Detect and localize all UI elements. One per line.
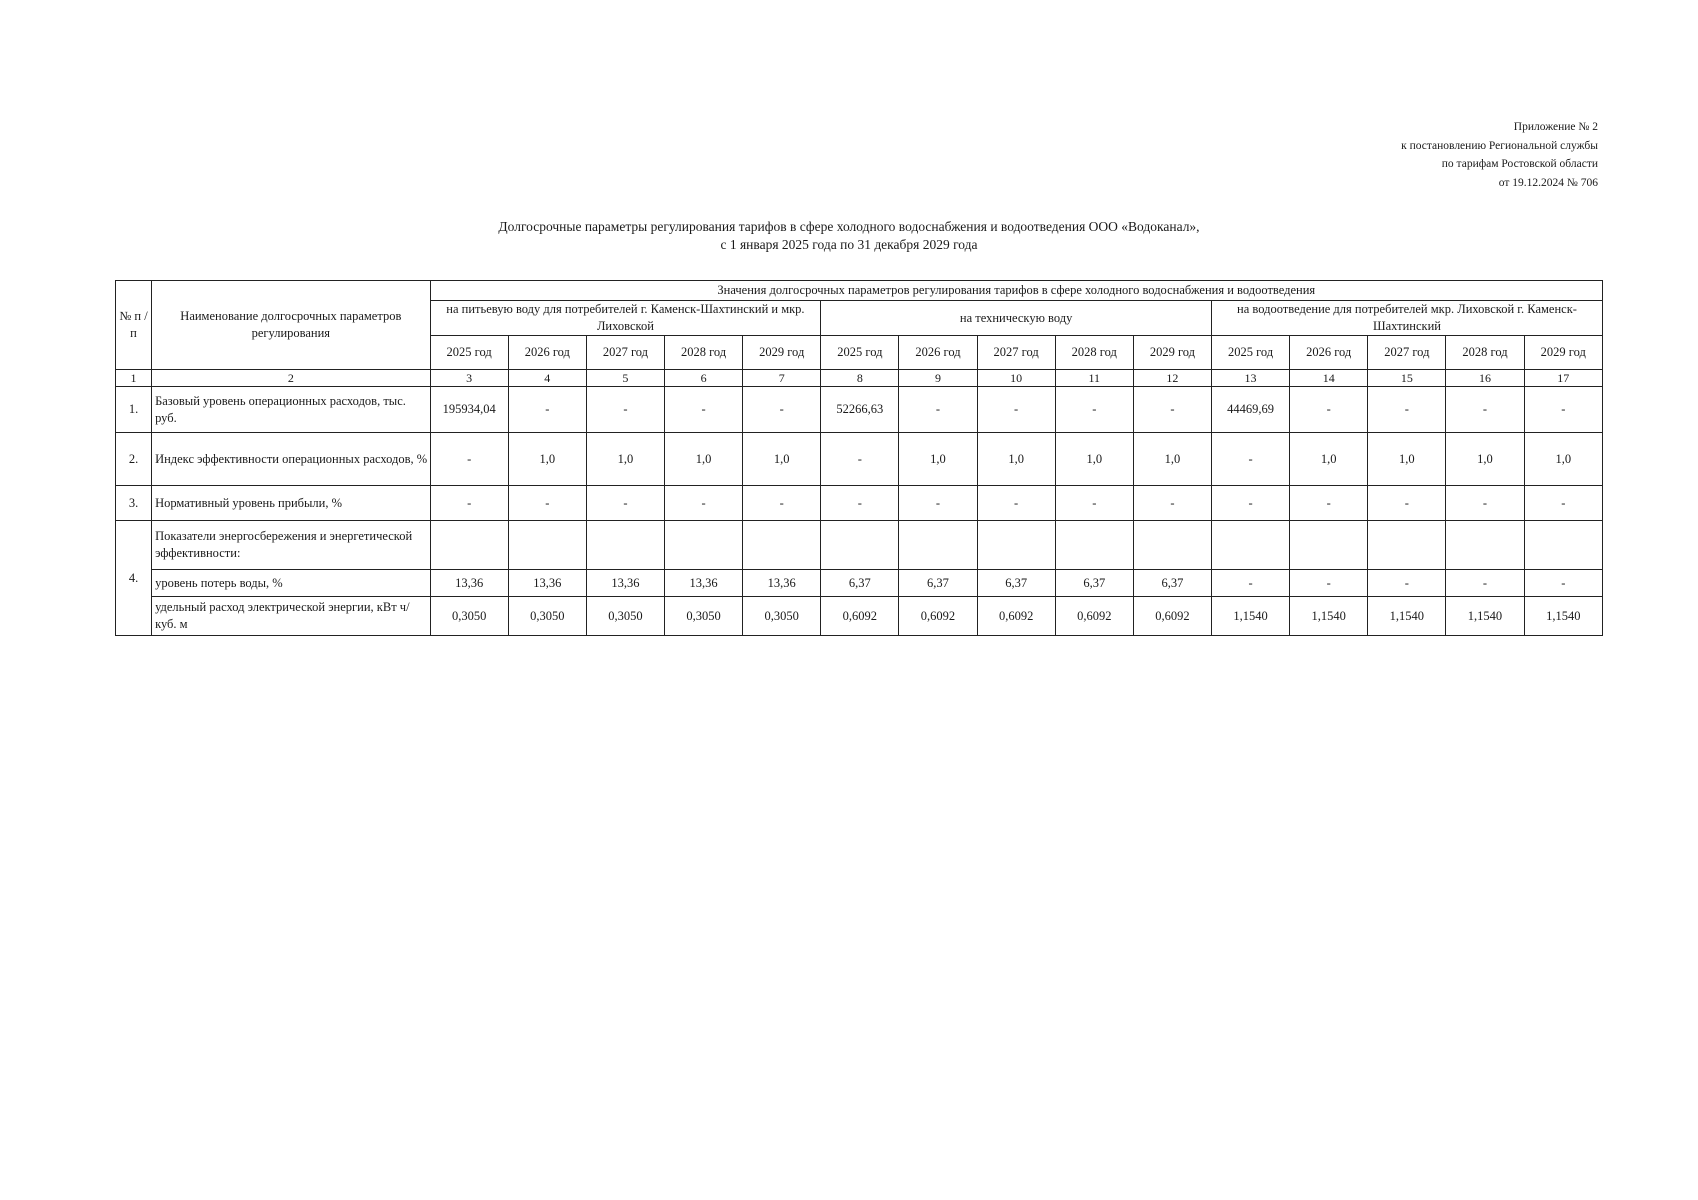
value-cell: - — [1524, 387, 1602, 433]
value-cell: 6,37 — [1055, 570, 1133, 597]
value-cell: - — [1055, 387, 1133, 433]
value-cell: 1,0 — [1524, 433, 1602, 486]
empty-cell — [821, 521, 899, 570]
appendix-line: к постановлению Региональной службы — [1401, 139, 1598, 152]
column-number: 8 — [821, 370, 899, 387]
value-cell: 0,3050 — [508, 597, 586, 636]
col-no-header: № п /п — [116, 281, 152, 370]
value-cell: - — [1055, 486, 1133, 521]
group-header-drinking-water: на питьевую воду для потребителей г. Каменск-Шахтинский и мкр. Лиховской — [430, 301, 821, 336]
value-cell: - — [1368, 486, 1446, 521]
value-cell: - — [899, 387, 977, 433]
value-cell: - — [821, 433, 899, 486]
value-cell: - — [1368, 387, 1446, 433]
value-cell: 6,37 — [977, 570, 1055, 597]
empty-cell — [1211, 521, 1289, 570]
value-cell: 195934,04 — [430, 387, 508, 433]
value-cell: - — [1290, 486, 1368, 521]
value-cell: - — [743, 387, 821, 433]
value-cell: 0,6092 — [821, 597, 899, 636]
value-cell: 1,0 — [977, 433, 1055, 486]
year-header: 2027 год — [977, 336, 1055, 370]
year-header: 2029 год — [1133, 336, 1211, 370]
value-cell: - — [586, 486, 664, 521]
values-group-header: Значения долгосрочных параметров регулирования тарифов в сфере холодного водоснабжения и водоотведения — [430, 281, 1602, 301]
value-cell: 0,6092 — [899, 597, 977, 636]
value-cell: 13,36 — [586, 570, 664, 597]
value-cell: - — [1446, 387, 1524, 433]
value-cell: 1,0 — [1290, 433, 1368, 486]
empty-cell — [1055, 521, 1133, 570]
value-cell: 0,3050 — [665, 597, 743, 636]
value-cell: 13,36 — [430, 570, 508, 597]
year-header: 2028 год — [1055, 336, 1133, 370]
value-cell: - — [899, 486, 977, 521]
value-cell: - — [1211, 486, 1289, 521]
value-cell: 6,37 — [1133, 570, 1211, 597]
year-header: 2026 год — [899, 336, 977, 370]
column-number: 10 — [977, 370, 1055, 387]
value-cell: 52266,63 — [821, 387, 899, 433]
year-header: 2028 год — [1446, 336, 1524, 370]
empty-cell — [1133, 521, 1211, 570]
column-numbers-row — [116, 370, 1603, 387]
energy-subrow — [116, 570, 1603, 597]
column-number: 16 — [1446, 370, 1524, 387]
year-header: 2026 год — [508, 336, 586, 370]
year-header: 2029 год — [1524, 336, 1602, 370]
column-number: 6 — [665, 370, 743, 387]
year-header: 2026 год — [1290, 336, 1368, 370]
year-header: 2027 год — [586, 336, 664, 370]
group-header-technical-water: на техническую воду — [821, 301, 1212, 336]
value-cell: - — [665, 486, 743, 521]
value-cell: 1,0 — [1368, 433, 1446, 486]
year-header: 2029 год — [743, 336, 821, 370]
value-cell: - — [1290, 570, 1368, 597]
value-cell: 0,6092 — [1055, 597, 1133, 636]
value-cell: - — [1211, 570, 1289, 597]
column-number: 11 — [1055, 370, 1133, 387]
empty-cell — [743, 521, 821, 570]
value-cell: 1,1540 — [1368, 597, 1446, 636]
parameter-name: Показатели энергосбережения и энергетической эффективности: — [152, 521, 431, 570]
parameter-name: Индекс эффективности операционных расходов, % — [152, 433, 431, 486]
parameter-name: удельный расход электрической энергии, кВт ч/куб. м — [152, 597, 431, 636]
year-header: 2025 год — [1211, 336, 1289, 370]
column-number: 3 — [430, 370, 508, 387]
col-name-header: Наименование долгосрочных параметров регулирования — [152, 281, 431, 370]
value-cell: - — [508, 387, 586, 433]
column-number: 9 — [899, 370, 977, 387]
value-cell: 44469,69 — [1211, 387, 1289, 433]
value-cell: 1,1540 — [1211, 597, 1289, 636]
energy-subrow — [116, 597, 1603, 636]
value-cell: 1,0 — [1133, 433, 1211, 486]
empty-cell — [508, 521, 586, 570]
row-number: 4. — [116, 521, 152, 636]
appendix-reference — [1401, 118, 1598, 192]
table-row — [116, 433, 1603, 486]
column-number: 12 — [1133, 370, 1211, 387]
empty-cell — [586, 521, 664, 570]
parameter-name: уровень потерь воды, % — [152, 570, 431, 597]
row-number: 1. — [116, 387, 152, 433]
value-cell: - — [743, 486, 821, 521]
value-cell: 1,0 — [508, 433, 586, 486]
value-cell: - — [1290, 387, 1368, 433]
appendix-line: по тарифам Ростовской области — [1441, 158, 1598, 170]
value-cell: 1,0 — [665, 433, 743, 486]
year-header: 2025 год — [430, 336, 508, 370]
year-header: 2025 год — [821, 336, 899, 370]
table-row — [116, 387, 1603, 433]
value-cell: 0,6092 — [1133, 597, 1211, 636]
value-cell: 1,0 — [1446, 433, 1524, 486]
appendix-line: Приложение № 2 — [1513, 121, 1598, 133]
empty-cell — [430, 521, 508, 570]
title-line: Долгосрочные параметры регулирования тарифов в сфере холодного водоснабжения и водоотведения ООО «Водоканал», — [498, 219, 1200, 234]
value-cell: 0,6092 — [977, 597, 1055, 636]
value-cell: 6,37 — [899, 570, 977, 597]
value-cell: - — [1211, 433, 1289, 486]
value-cell: 1,1540 — [1446, 597, 1524, 636]
value-cell: 13,36 — [665, 570, 743, 597]
value-cell: - — [586, 387, 664, 433]
value-cell: - — [1133, 387, 1211, 433]
column-number: 15 — [1368, 370, 1446, 387]
empty-cell — [977, 521, 1055, 570]
value-cell: 13,36 — [508, 570, 586, 597]
parameter-name: Нормативный уровень прибыли, % — [152, 486, 431, 521]
value-cell: 0,3050 — [743, 597, 821, 636]
column-number: 17 — [1524, 370, 1602, 387]
value-cell: - — [1446, 486, 1524, 521]
value-cell: - — [430, 433, 508, 486]
value-cell: - — [1368, 570, 1446, 597]
document-title — [0, 218, 1698, 254]
column-number: 4 — [508, 370, 586, 387]
parameter-name: Базовый уровень операционных расходов, тыс. руб. — [152, 387, 431, 433]
empty-cell — [899, 521, 977, 570]
value-cell: 1,1540 — [1290, 597, 1368, 636]
value-cell: 1,0 — [743, 433, 821, 486]
row-number: 2. — [116, 433, 152, 486]
column-number: 1 — [116, 370, 152, 387]
column-number: 14 — [1290, 370, 1368, 387]
parameters-table — [115, 280, 1603, 636]
value-cell: 6,37 — [821, 570, 899, 597]
value-cell: - — [1524, 570, 1602, 597]
year-header: 2028 год — [665, 336, 743, 370]
empty-cell — [1368, 521, 1446, 570]
value-cell: 1,0 — [1055, 433, 1133, 486]
row-number: 3. — [116, 486, 152, 521]
value-cell: - — [508, 486, 586, 521]
column-number: 5 — [586, 370, 664, 387]
value-cell: 0,3050 — [430, 597, 508, 636]
value-cell: - — [665, 387, 743, 433]
value-cell: - — [977, 486, 1055, 521]
column-number: 13 — [1211, 370, 1289, 387]
title-line: с 1 января 2025 года по 31 декабря 2029 года — [720, 237, 978, 252]
table-row — [116, 486, 1603, 521]
value-cell: 13,36 — [743, 570, 821, 597]
value-cell: 1,1540 — [1524, 597, 1602, 636]
value-cell: - — [430, 486, 508, 521]
value-cell: 1,0 — [586, 433, 664, 486]
value-cell: - — [1133, 486, 1211, 521]
column-number: 7 — [743, 370, 821, 387]
value-cell: - — [821, 486, 899, 521]
value-cell: 0,3050 — [586, 597, 664, 636]
value-cell: - — [1446, 570, 1524, 597]
value-cell: 1,0 — [899, 433, 977, 486]
column-number: 2 — [152, 370, 431, 387]
empty-cell — [1290, 521, 1368, 570]
energy-section-header-row — [116, 521, 1603, 570]
empty-cell — [1446, 521, 1524, 570]
year-header: 2027 год — [1368, 336, 1446, 370]
appendix-line: от 19.12.2024 № 706 — [1498, 176, 1598, 189]
empty-cell — [665, 521, 743, 570]
empty-cell — [1524, 521, 1602, 570]
group-header-wastewater: на водоотведение для потребителей мкр. Лиховской г. Каменск-Шахтинский — [1211, 301, 1602, 336]
value-cell: - — [1524, 486, 1602, 521]
value-cell: - — [977, 387, 1055, 433]
